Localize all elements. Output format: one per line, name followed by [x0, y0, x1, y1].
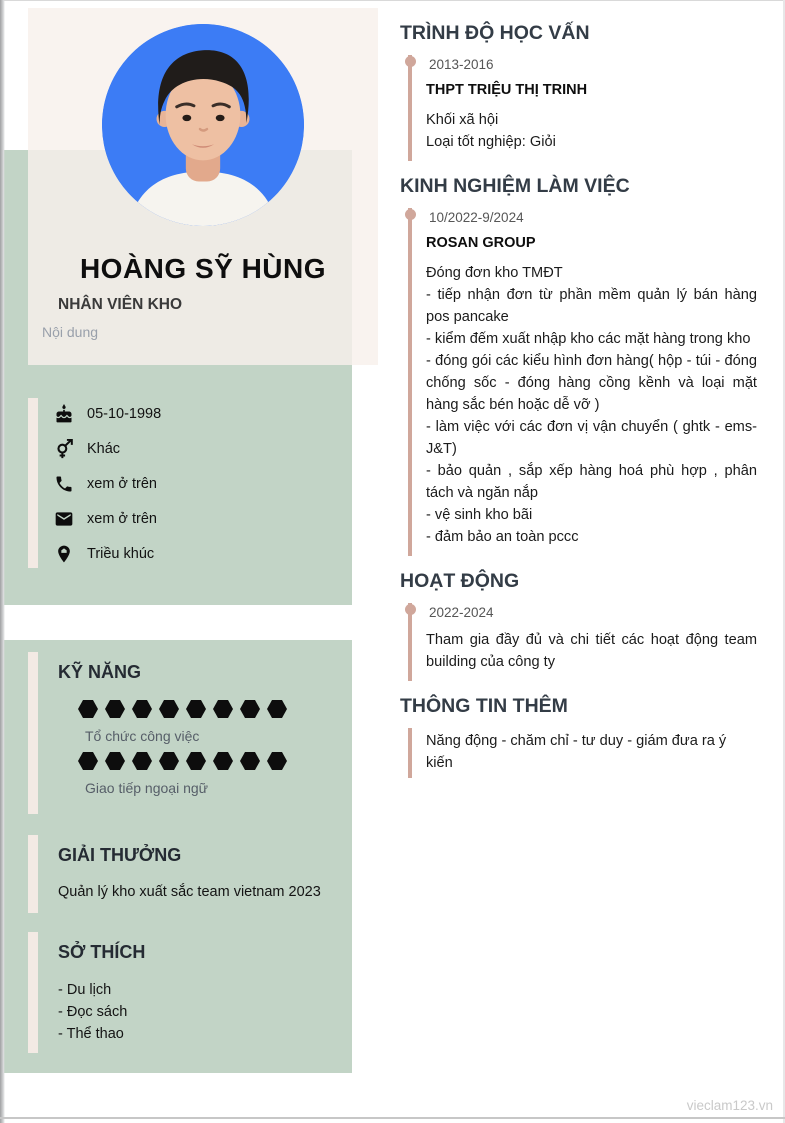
email-icon [54, 509, 74, 529]
skill-dot [213, 752, 233, 770]
awards-section [28, 833, 338, 902]
skill-dot [240, 752, 260, 770]
experience-bullet: - bảo quản , sắp xếp hàng hoá phù hợp , phân tách và ngăn nắp [426, 463, 757, 501]
hobby-list [28, 979, 338, 1045]
content-placeholder: Nội dung [42, 324, 99, 340]
phone-icon [54, 474, 74, 494]
main-column [400, 20, 757, 778]
experience-bullet: - đảm bảo an toàn pccc [426, 529, 579, 545]
skill-label: Giao tiếp ngoại ngữ [85, 780, 209, 796]
skills-heading: KỸ NĂNG [58, 662, 142, 682]
awards-heading: GIẢI THƯỞNG [58, 845, 182, 865]
experience-bullet: - làm việc với các đơn vị vận chuyển ( ghtk - ems- J&T) [426, 419, 757, 457]
skill-dot [78, 700, 98, 718]
skill-level-dots [78, 700, 338, 718]
candidate-name: HOÀNG SỸ HÙNG [79, 253, 327, 284]
activities-period: 2022-2024 [429, 605, 494, 620]
contact-row-email [28, 501, 338, 536]
contact-section [28, 396, 338, 571]
education-heading: TRÌNH ĐỘ HỌC VẤN [400, 22, 590, 44]
additional-info-description: Năng động - chăm chỉ - tư duy - giám đưa ra ý kiến [426, 733, 727, 771]
experience-bullet: - vệ sinh kho bãi [426, 507, 533, 523]
skill-dot [213, 700, 233, 718]
hobby-item: - Đọc sách [58, 1004, 128, 1020]
award-item: Quản lý kho xuất sắc team vietnam 2023 [58, 884, 321, 900]
skill-dot [186, 752, 206, 770]
contact-row-address [28, 536, 338, 571]
skill-dot [159, 752, 179, 770]
avatar [102, 24, 304, 226]
page-left-shadow [0, 0, 5, 1123]
hobbies-heading: SỞ THÍCH [58, 942, 146, 962]
job-title: NHÂN VIÊN KHO [58, 296, 183, 313]
skill-dot [132, 700, 152, 718]
experience-entry [408, 208, 757, 556]
contact-row-gender [28, 431, 338, 466]
education-period: 2013-2016 [429, 57, 494, 72]
contact-row-phone [28, 466, 338, 501]
activities-heading: HOẠT ĐỘNG [400, 570, 520, 592]
education-detail: Khối xã hội [426, 112, 499, 128]
skill-dot [105, 752, 125, 770]
experience-bullet: - tiếp nhận đơn từ phần mềm quản lý bán hàng pos pancake [426, 287, 757, 325]
email-value: xem ở trên [87, 510, 157, 527]
experience-period: 10/2022-9/2024 [429, 210, 524, 225]
hobbies-section [28, 930, 338, 1045]
education-detail: Loại tốt nghiệp: Giỏi [426, 134, 556, 150]
skill-label: Tổ chức công việc [85, 728, 200, 744]
skill-dot [186, 700, 206, 718]
page-top-border [0, 0, 785, 1]
skill-dot [132, 752, 152, 770]
experience-company: ROSAN GROUP [426, 235, 536, 251]
birthday-value: 05-10-1998 [87, 405, 162, 422]
watermark: vieclam123.vn [686, 1098, 773, 1113]
additional-info-heading: THÔNG TIN THÊM [400, 695, 568, 717]
gender-value: Khác [87, 440, 121, 457]
skills-section [28, 650, 338, 798]
experience-bullet: Đóng đơn kho TMĐT [426, 265, 563, 281]
experience-heading: KINH NGHIỆM LÀM VIỆC [400, 175, 630, 197]
avatar-photo [102, 24, 304, 226]
location-icon [54, 544, 74, 564]
activities-description: Tham gia đầy đủ và chi tiết các hoạt động team building của công ty [426, 632, 757, 670]
hobby-item: - Thể thao [58, 1026, 124, 1042]
skill-dot [240, 700, 260, 718]
hobby-item: - Du lịch [58, 982, 112, 998]
page-bottom-border [0, 1117, 785, 1119]
skill-dot [78, 752, 98, 770]
skill-dot [267, 700, 287, 718]
skill-level-dots [78, 752, 338, 770]
experience-bullet: - đóng gói các kiểu hình đơn hàng( hộp - túi - đóng chống sốc - đóng hàng cồng kềnh và loại mặt hàng sắc bén hoặc dễ vỡ ) [426, 353, 757, 413]
education-entry [408, 55, 757, 161]
contact-row-birthday [28, 396, 338, 431]
experience-bullet: - kiểm đếm xuất nhập kho các mặt hàng trong kho [426, 331, 751, 347]
address-value: Triều khúc [87, 545, 155, 562]
profile-card [28, 8, 378, 365]
activities-entry [408, 603, 757, 681]
skill-dot [159, 700, 179, 718]
phone-value: xem ở trên [87, 475, 157, 492]
cake-icon [54, 404, 74, 424]
skill-dot [267, 752, 287, 770]
gender-icon [54, 439, 74, 459]
skill-dot [105, 700, 125, 718]
education-school: THPT TRIỆU THỊ TRINH [426, 82, 588, 98]
additional-info-entry [408, 728, 757, 778]
